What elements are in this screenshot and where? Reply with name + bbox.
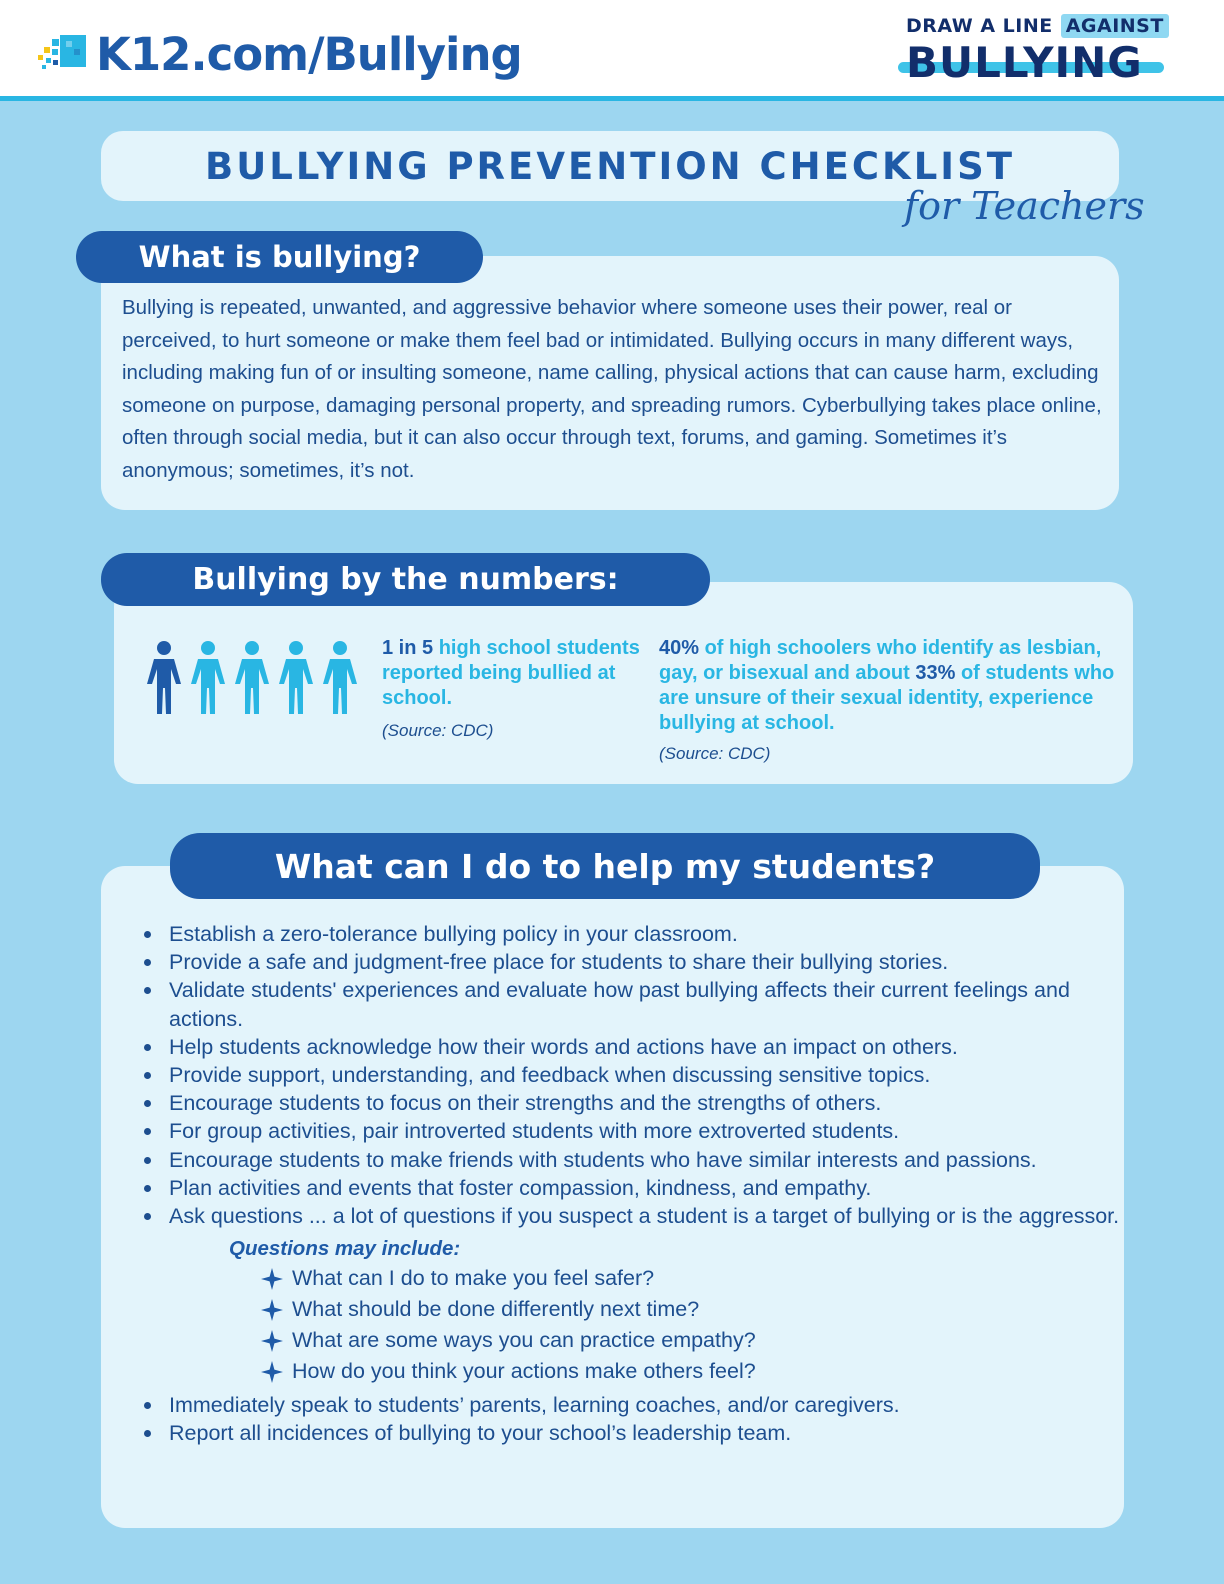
sparkle-star-icon bbox=[261, 1268, 283, 1290]
campaign-top-text: DRAW A LINE bbox=[906, 15, 1053, 37]
stat2-number-2: 33% bbox=[915, 662, 956, 684]
person-icon bbox=[191, 641, 225, 714]
campaign-main-text: BULLYING bbox=[906, 38, 1143, 87]
stat1-source: (Source: CDC) bbox=[382, 721, 494, 740]
questions-list bbox=[261, 1263, 1132, 1387]
stat2-source: (Source: CDC) bbox=[659, 744, 771, 763]
list-item: Provide a safe and judgment-free place for students to share their bullying stories. bbox=[142, 948, 1132, 976]
campaign-highlight-text: AGAINST bbox=[1061, 14, 1169, 38]
person-icon bbox=[235, 641, 269, 714]
list-item: Report all incidences of bullying to your school’s leadership team. bbox=[142, 1419, 1132, 1447]
brand[interactable] bbox=[38, 24, 522, 84]
list-item: Establish a zero-tolerance bullying policy in your classroom. bbox=[142, 920, 1132, 948]
person-icon bbox=[323, 641, 357, 714]
list-item: Immediately speak to students’ parents, learning coaches, and/or caregivers. bbox=[142, 1391, 1132, 1419]
stat-one-in-five bbox=[382, 636, 644, 711]
stat-lgb bbox=[659, 636, 1129, 736]
questions-block bbox=[229, 1235, 1132, 1387]
page-subtitle: for Teachers bbox=[904, 184, 1145, 228]
people-figure bbox=[142, 640, 362, 716]
list-item: Encourage students to make friends with students who have similar interests and passions. bbox=[142, 1146, 1132, 1174]
questions-title: Questions may include: bbox=[229, 1237, 461, 1261]
person-icon bbox=[147, 641, 181, 714]
what-heading: What is bullying? bbox=[76, 231, 483, 283]
what-body: Bullying is repeated, unwanted, and aggressive behavior where someone uses their power, real or perceived, to hurt someone or make them feel bad or intimidated. Bullying occurs in many different ways, including making fun of or insulting someone, name calling, physical actions that can cause harm, excluding someone on purpose, damaging personal property, and spreading rumors. Cyberbullying takes place online, often through social media, but it can also occur through text, forums, and gaming. Sometimes it’s anonymous; sometimes, it’s not. bbox=[122, 296, 1102, 482]
brand-text: K12.com/Bullying bbox=[96, 27, 522, 81]
numbers-heading: Bullying by the numbers: bbox=[101, 553, 710, 606]
stat1-number: 1 in 5 bbox=[382, 637, 434, 659]
person-icon bbox=[279, 641, 313, 714]
sparkle-star-icon bbox=[261, 1361, 283, 1383]
list-item: Plan activities and events that foster compassion, kindness, and empathy. bbox=[142, 1174, 1132, 1202]
page-title: BULLYING PREVENTION CHECKLIST bbox=[205, 144, 1015, 188]
list-item: For group activities, pair introverted students with more extroverted students. bbox=[142, 1117, 1132, 1145]
list-item: Provide support, understanding, and feedback when discussing sensitive topics. bbox=[142, 1061, 1132, 1089]
campaign-logo bbox=[906, 14, 1176, 94]
k12-logo-icon bbox=[38, 31, 90, 77]
help-heading: What can I do to help my students? bbox=[170, 833, 1040, 899]
stat2-text-2: of students who are unsure of their sexual identity, experience bullying at school. bbox=[659, 662, 1115, 734]
question-text: How do you think your actions make others feel? bbox=[292, 1359, 756, 1384]
list-item: Help students acknowledge how their words and actions have an impact on others. bbox=[142, 1033, 1132, 1061]
list-item: Validate students' experiences and evaluate how past bullying affects their current feelings and actions. bbox=[142, 976, 1132, 1032]
question-text: What are some ways you can practice empathy? bbox=[292, 1328, 756, 1353]
question-text: What can I do to make you feel safer? bbox=[292, 1266, 655, 1291]
header bbox=[0, 0, 1224, 101]
help-list bbox=[142, 920, 1132, 1448]
question-item bbox=[261, 1356, 1132, 1387]
list-item: Encourage students to focus on their strengths and the strengths of others. bbox=[142, 1089, 1132, 1117]
sparkle-star-icon bbox=[261, 1299, 283, 1321]
question-item bbox=[261, 1263, 1132, 1294]
stat1-text: high school students reported being bullied at school. bbox=[382, 637, 640, 709]
question-item bbox=[261, 1325, 1132, 1356]
stat2-text-1: of high schoolers who identify as lesbian, gay, or bisexual and about bbox=[659, 637, 1102, 684]
question-text: What should be done differently next time? bbox=[292, 1297, 700, 1322]
stat2-number-1: 40% bbox=[659, 637, 700, 659]
sparkle-star-icon bbox=[261, 1330, 283, 1352]
question-item bbox=[261, 1294, 1132, 1325]
list-item: Ask questions ... a lot of questions if you suspect a student is a target of bullying or is the aggressor. bbox=[142, 1202, 1132, 1230]
